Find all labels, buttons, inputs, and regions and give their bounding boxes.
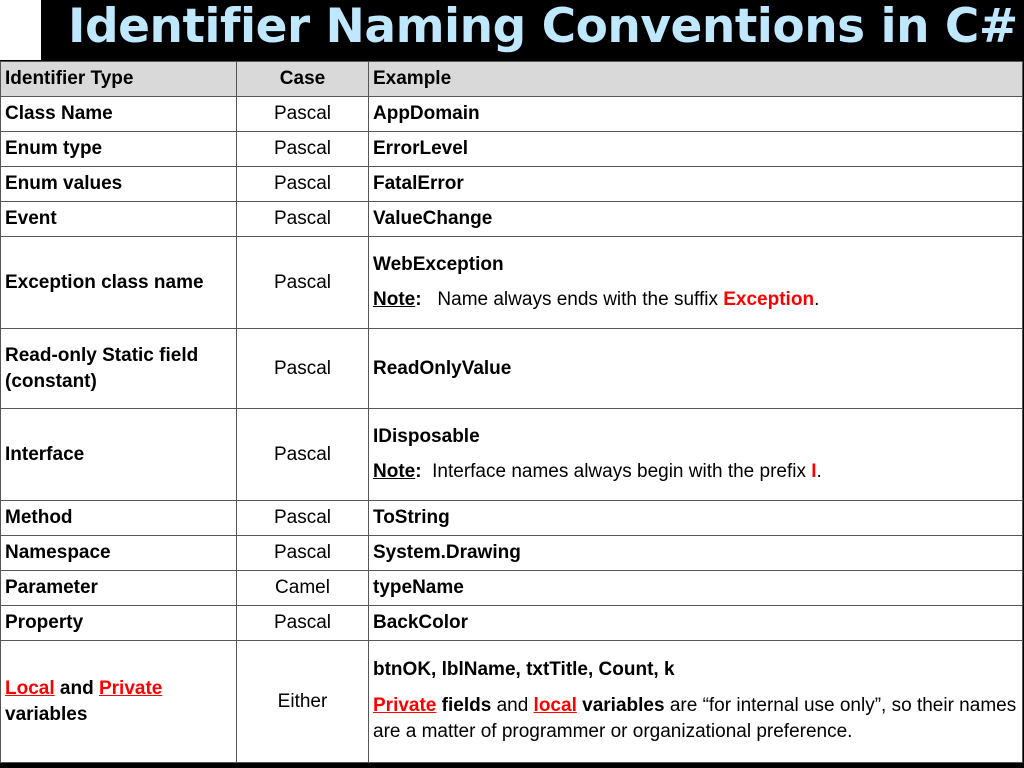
row-example-with-note [369, 409, 1023, 501]
row-type: Namespace [1, 536, 237, 571]
row-example: ErrorLevel [369, 132, 1023, 167]
table-header-row [1, 62, 1023, 97]
type-end: variables [5, 703, 88, 725]
row-case: Camel [237, 571, 369, 606]
row-example: System.Drawing [369, 536, 1023, 571]
row-case: Pascal [237, 501, 369, 536]
row-type: Parameter [1, 571, 237, 606]
desc-private: Private [373, 694, 437, 716]
desc-variables: variables [582, 694, 665, 716]
table-row [1, 409, 1023, 501]
table-row [1, 571, 1023, 606]
row-case: Pascal [237, 97, 369, 132]
note-text: Name always ends with the suffix [437, 288, 718, 310]
row-example: AppDomain [369, 97, 1023, 132]
desc-local: local [533, 694, 577, 716]
row-example: ReadOnlyValue [369, 329, 1023, 409]
row-note: Note: Name always ends with the suffix Exception. [373, 288, 820, 310]
row-type: Interface [1, 409, 237, 501]
row-example-with-note [369, 237, 1023, 329]
row-case: Pascal [237, 409, 369, 501]
row-type: Class Name [1, 97, 237, 132]
row-example: typeName [369, 571, 1023, 606]
table-row [1, 606, 1023, 641]
row-case: Either [237, 641, 369, 763]
type-and: and [59, 677, 94, 699]
note-end: . [814, 288, 820, 310]
table-row [1, 132, 1023, 167]
row-type-local-private [1, 641, 237, 763]
row-note: Note: Interface names always begin with the prefix I. [373, 460, 822, 482]
row-type: Property [1, 606, 237, 641]
row-case: Pascal [237, 606, 369, 641]
row-example: ValueChange [369, 202, 1023, 237]
table-row [1, 237, 1023, 329]
title-left-strip [0, 0, 41, 60]
naming-conventions-table [0, 61, 1023, 763]
row-case: Pascal [237, 329, 369, 409]
row-description [373, 693, 1018, 745]
type-private: Private [98, 677, 163, 699]
note-label: Note [373, 460, 416, 482]
table-row [1, 501, 1023, 536]
table-row [1, 202, 1023, 237]
header-case: Case [237, 62, 369, 97]
slide-title: Identifier Naming Conventions in C# [68, 0, 1018, 54]
row-example: FatalError [369, 167, 1023, 202]
note-text: Interface names always begin with the prefix [432, 460, 806, 482]
row-type: Enum values [1, 167, 237, 202]
row-type: Read-only Static field (constant) [1, 329, 237, 409]
row-case: Pascal [237, 132, 369, 167]
desc-rest: are “for internal use only”, so their names are a matter of programmer or organizational preference. [373, 694, 1017, 742]
desc-fields: fields [441, 694, 492, 716]
row-type: Event [1, 202, 237, 237]
row-type: Exception class name [1, 237, 237, 329]
row-example: btnOK, lblName, txtTitle, Count, k [373, 658, 675, 680]
row-case: Pascal [237, 237, 369, 329]
desc-and: and [496, 694, 529, 716]
note-end: . [816, 460, 822, 482]
row-example: ToString [369, 501, 1023, 536]
row-type: Enum type [1, 132, 237, 167]
header-example: Example [369, 62, 1023, 97]
note-highlight: I [811, 460, 817, 482]
row-example: WebException [373, 253, 504, 275]
type-local: Local [5, 677, 55, 699]
header-identifier-type: Identifier Type [1, 62, 237, 97]
note-highlight: Exception [723, 288, 815, 310]
row-case: Pascal [237, 536, 369, 571]
table-row [1, 536, 1023, 571]
table-row [1, 167, 1023, 202]
row-type: Method [1, 501, 237, 536]
row-example: IDisposable [373, 425, 480, 447]
note-label: Note [373, 288, 416, 310]
row-example-with-description [369, 641, 1023, 763]
row-case: Pascal [237, 167, 369, 202]
table-row [1, 97, 1023, 132]
table-row [1, 329, 1023, 409]
row-case: Pascal [237, 202, 369, 237]
row-example: BackColor [369, 606, 1023, 641]
table-row [1, 641, 1023, 763]
